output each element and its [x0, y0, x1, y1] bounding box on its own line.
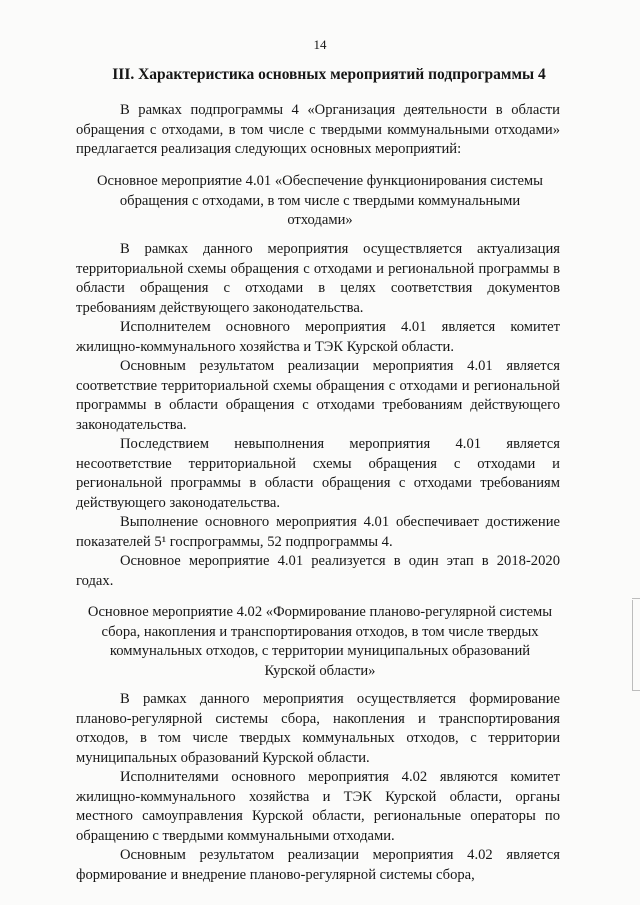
paragraph-4-01-scope: В рамках данного мероприятия осуществляется актуализация территориальной схемы обращения с отходами и региональной программы в области обращения с отходами в целях соответствия документов требованиям действующего законодательства. [76, 241, 560, 316]
measure-title-line: отходами» [287, 212, 353, 228]
paragraph-4-02-scope: В рамках данного мероприятия осуществляется формирование планово-регулярной системы сбора, накопления и транспортирования отходов, в том числе твердых коммунальных отходов, с территории муниципальных образований Курской области. [76, 691, 560, 766]
scan-edge-line [632, 600, 633, 690]
measure-4-01-title [70, 172, 570, 231]
intro-paragraph: В рамках подпрограммы 4 «Организация деятельности в области обращения с отходами, в том числе с твердыми коммунальными отходами» предлагается реализация следующих основных мероприятий: [76, 102, 560, 157]
paragraph-4-02-result: Основным результатом реализации мероприятия 4.02 является формирование и внедрение планово-регулярной системы сбора, [76, 847, 560, 883]
measure-title-line: Курской области» [264, 662, 376, 679]
measure-4-02-title [70, 603, 570, 681]
measure-title-line: Основное мероприятие 4.01 «Обеспечение функционирования системы [97, 173, 543, 189]
paragraph-4-01-consequence: Последствием невыполнения мероприятия 4.01 является несоответствие территориальной схемы обращения с отходами и региональной программы в области обращения с отходами требованиям действующего законодательства. [76, 436, 560, 511]
paragraph-4-01-result: Основным результатом реализации мероприятия 4.01 является соответствие территориальной схемы обращения с отходами и региональной программы в области обращения с отходами требованиям действующего законодательства. [76, 358, 560, 433]
section-heading: III. Характеристика основных мероприятий подпрограммы 4 [112, 66, 546, 83]
page-number: 14 [313, 37, 327, 52]
measure-title-line: Основное мероприятие 4.02 «Формирование планово-регулярной системы [87, 604, 553, 620]
scan-edge-tick [632, 690, 640, 691]
scan-edge-tick [632, 598, 640, 599]
measure-title-line: коммунальных отходов, с территории муниципальных образований [109, 643, 531, 659]
measure-title-line: сбора, накопления и транспортирования отходов, в том числе твердых [101, 623, 539, 640]
paragraph-4-01-indicators: Выполнение основного мероприятия 4.01 обеспечивает достижение показателей 5¹ госпрограммы, 52 подпрограммы 4. [76, 514, 560, 550]
paragraph-4-01-stage: Основное мероприятие 4.01 реализуется в один этап в 2018-2020 годах. [76, 553, 560, 589]
paragraph-4-02-executors: Исполнителями основного мероприятия 4.02 являются комитет жилищно-коммунального хозяйства и ТЭК Курской области, органы местного самоуправления Курской области, региональные операторы по обращению с твердыми коммунальными отходами. [76, 769, 560, 844]
paragraph-4-01-executor: Исполнителем основного мероприятия 4.01 является комитет жилищно-коммунального хозяйства и ТЭК Курской области. [76, 319, 560, 355]
measure-title-line: обращения с отходами, в том числе с твердыми коммунальными [119, 192, 521, 209]
